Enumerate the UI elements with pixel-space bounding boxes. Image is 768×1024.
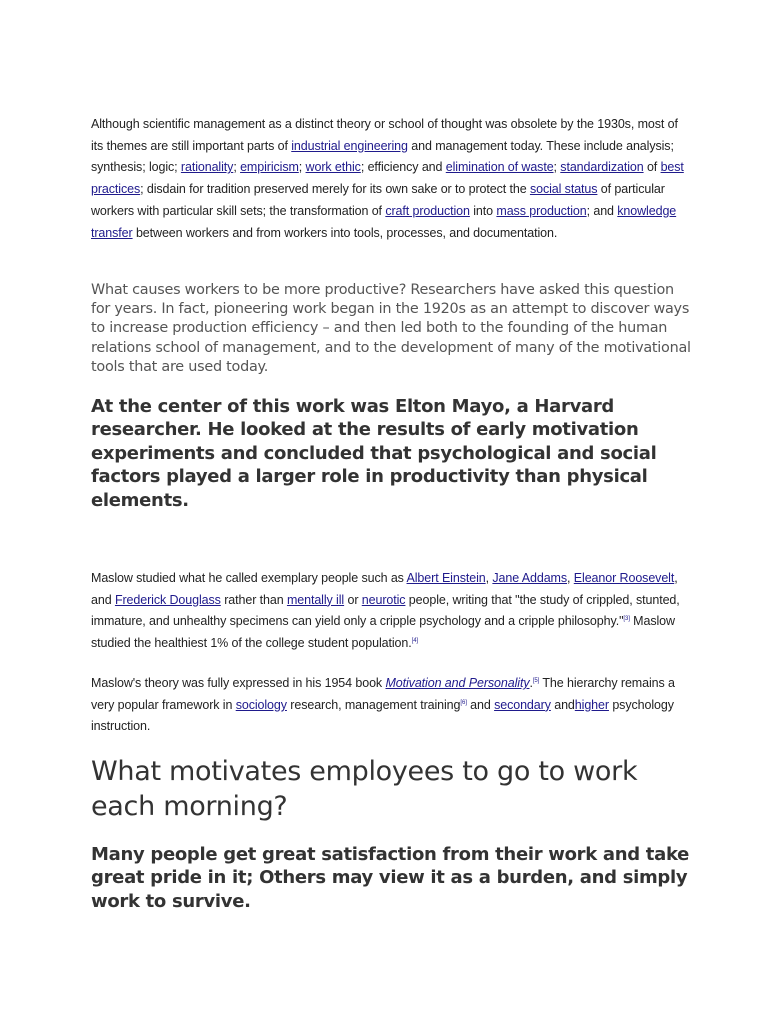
link-motivation-and-personality[interactable]: Motivation and Personality [385, 676, 530, 690]
paragraph-maslow-exemplary-people [91, 568, 691, 655]
link-neurotic[interactable]: neurotic [361, 592, 406, 607]
text: ; and [586, 203, 618, 218]
link-best-practices[interactable]: best practices [91, 160, 684, 197]
link-standardization[interactable]: standardization [560, 160, 644, 175]
text: Maslow's theory was fully expressed in his 1954 book [91, 676, 386, 690]
section-heading: What motivates employees to go to work each morning? [91, 756, 638, 822]
link-empiricism[interactable]: empiricism [240, 160, 299, 175]
text: ; [233, 160, 241, 175]
citation-link[interactable]: [4] [411, 637, 418, 644]
text: between workers and from workers into tools, processes, and documentation. [132, 225, 558, 240]
text: , [567, 571, 574, 585]
link-social-status[interactable]: social status [529, 182, 598, 197]
paragraph-work-satisfaction: Many people get great satisfaction from their work and take great pride in it; Others may view it as a burden, and simply work to survive. [91, 844, 690, 912]
text: . [529, 676, 533, 690]
link-work-ethic[interactable]: work ethic [305, 160, 361, 175]
link-craft-production[interactable]: craft production [385, 203, 470, 218]
link-frederick-douglass[interactable]: Frederick Douglass [114, 592, 221, 607]
link-rationality[interactable]: rationality [180, 160, 234, 175]
paragraph-elton-mayo: At the center of this work was Elton Mayo, a Harvard researcher. He looked at the results of early motivation experiments and concluded that psychological and social factors played a larger role in productivity than physical elements. [91, 396, 657, 511]
text: into [469, 203, 497, 218]
link-secondary[interactable]: secondary [494, 697, 551, 712]
text: ; efficiency and [360, 160, 446, 175]
link-jane-addams[interactable]: Jane Addams [492, 571, 568, 585]
citation-link[interactable]: [6] [460, 699, 467, 706]
paragraph-scientific-management [91, 114, 691, 244]
text: and [550, 697, 575, 712]
text: ; [298, 160, 306, 175]
text: psychology instruction. [91, 697, 674, 734]
citation-link[interactable]: [3] [623, 616, 630, 623]
text: ; disdain for tradition preserved merely for its own sake or to protect the [140, 182, 530, 197]
text: , [485, 571, 493, 585]
link-albert-einstein[interactable]: Albert Einstein [406, 571, 486, 585]
text: ; [553, 160, 561, 175]
link-sociology[interactable]: sociology [235, 697, 287, 712]
link-elimination-of-waste[interactable]: elimination of waste [445, 160, 554, 175]
text: and [466, 697, 495, 712]
paragraph-maslow-theory [91, 673, 691, 738]
text: people, writing that "the study of crippled, stunted, immature, and unhealthy specimens can yield only a cripple psychology and a cripple philosophy." [91, 592, 680, 629]
text: Maslow studied the healthiest 1% of the college student population. [91, 614, 675, 651]
text: of particular workers with particular skill sets; the transformation of [91, 182, 665, 218]
paragraph-productivity-research: What causes workers to be more productive? Researchers have asked this question for years. In fact, pioneering work began in the 1920s as an attempt to discover ways to increase production efficiency – and then led both to the founding of the human relations school of management, and to the development of many of the motivational tools that are used today. [91, 282, 691, 375]
text: Maslow studied what he called exemplary people such as [91, 571, 407, 585]
link-knowledge-transfer[interactable]: knowledge transfer [91, 203, 677, 240]
text: or [344, 592, 362, 607]
text: The hierarchy remains a very popular framework in [91, 676, 675, 712]
link-mentally-ill[interactable]: mentally ill [286, 592, 345, 607]
text: of [643, 160, 661, 175]
link-industrial-engineering[interactable]: industrial engineering [291, 138, 408, 153]
text: research, management training [286, 697, 461, 712]
link-higher[interactable]: higher [574, 697, 609, 712]
text: rather than [220, 592, 287, 607]
text: Although scientific management as a distinct theory or school of thought was obsolete by the 1930s, most of its themes are still important parts of [91, 117, 678, 153]
link-eleanor-roosevelt[interactable]: Eleanor Roosevelt [573, 571, 675, 585]
text: and management today. These include analysis; synthesis; logic; [91, 138, 674, 175]
link-mass-production[interactable]: mass production [496, 203, 587, 218]
citation-link[interactable]: [5] [532, 677, 540, 684]
text: , and [91, 571, 678, 607]
